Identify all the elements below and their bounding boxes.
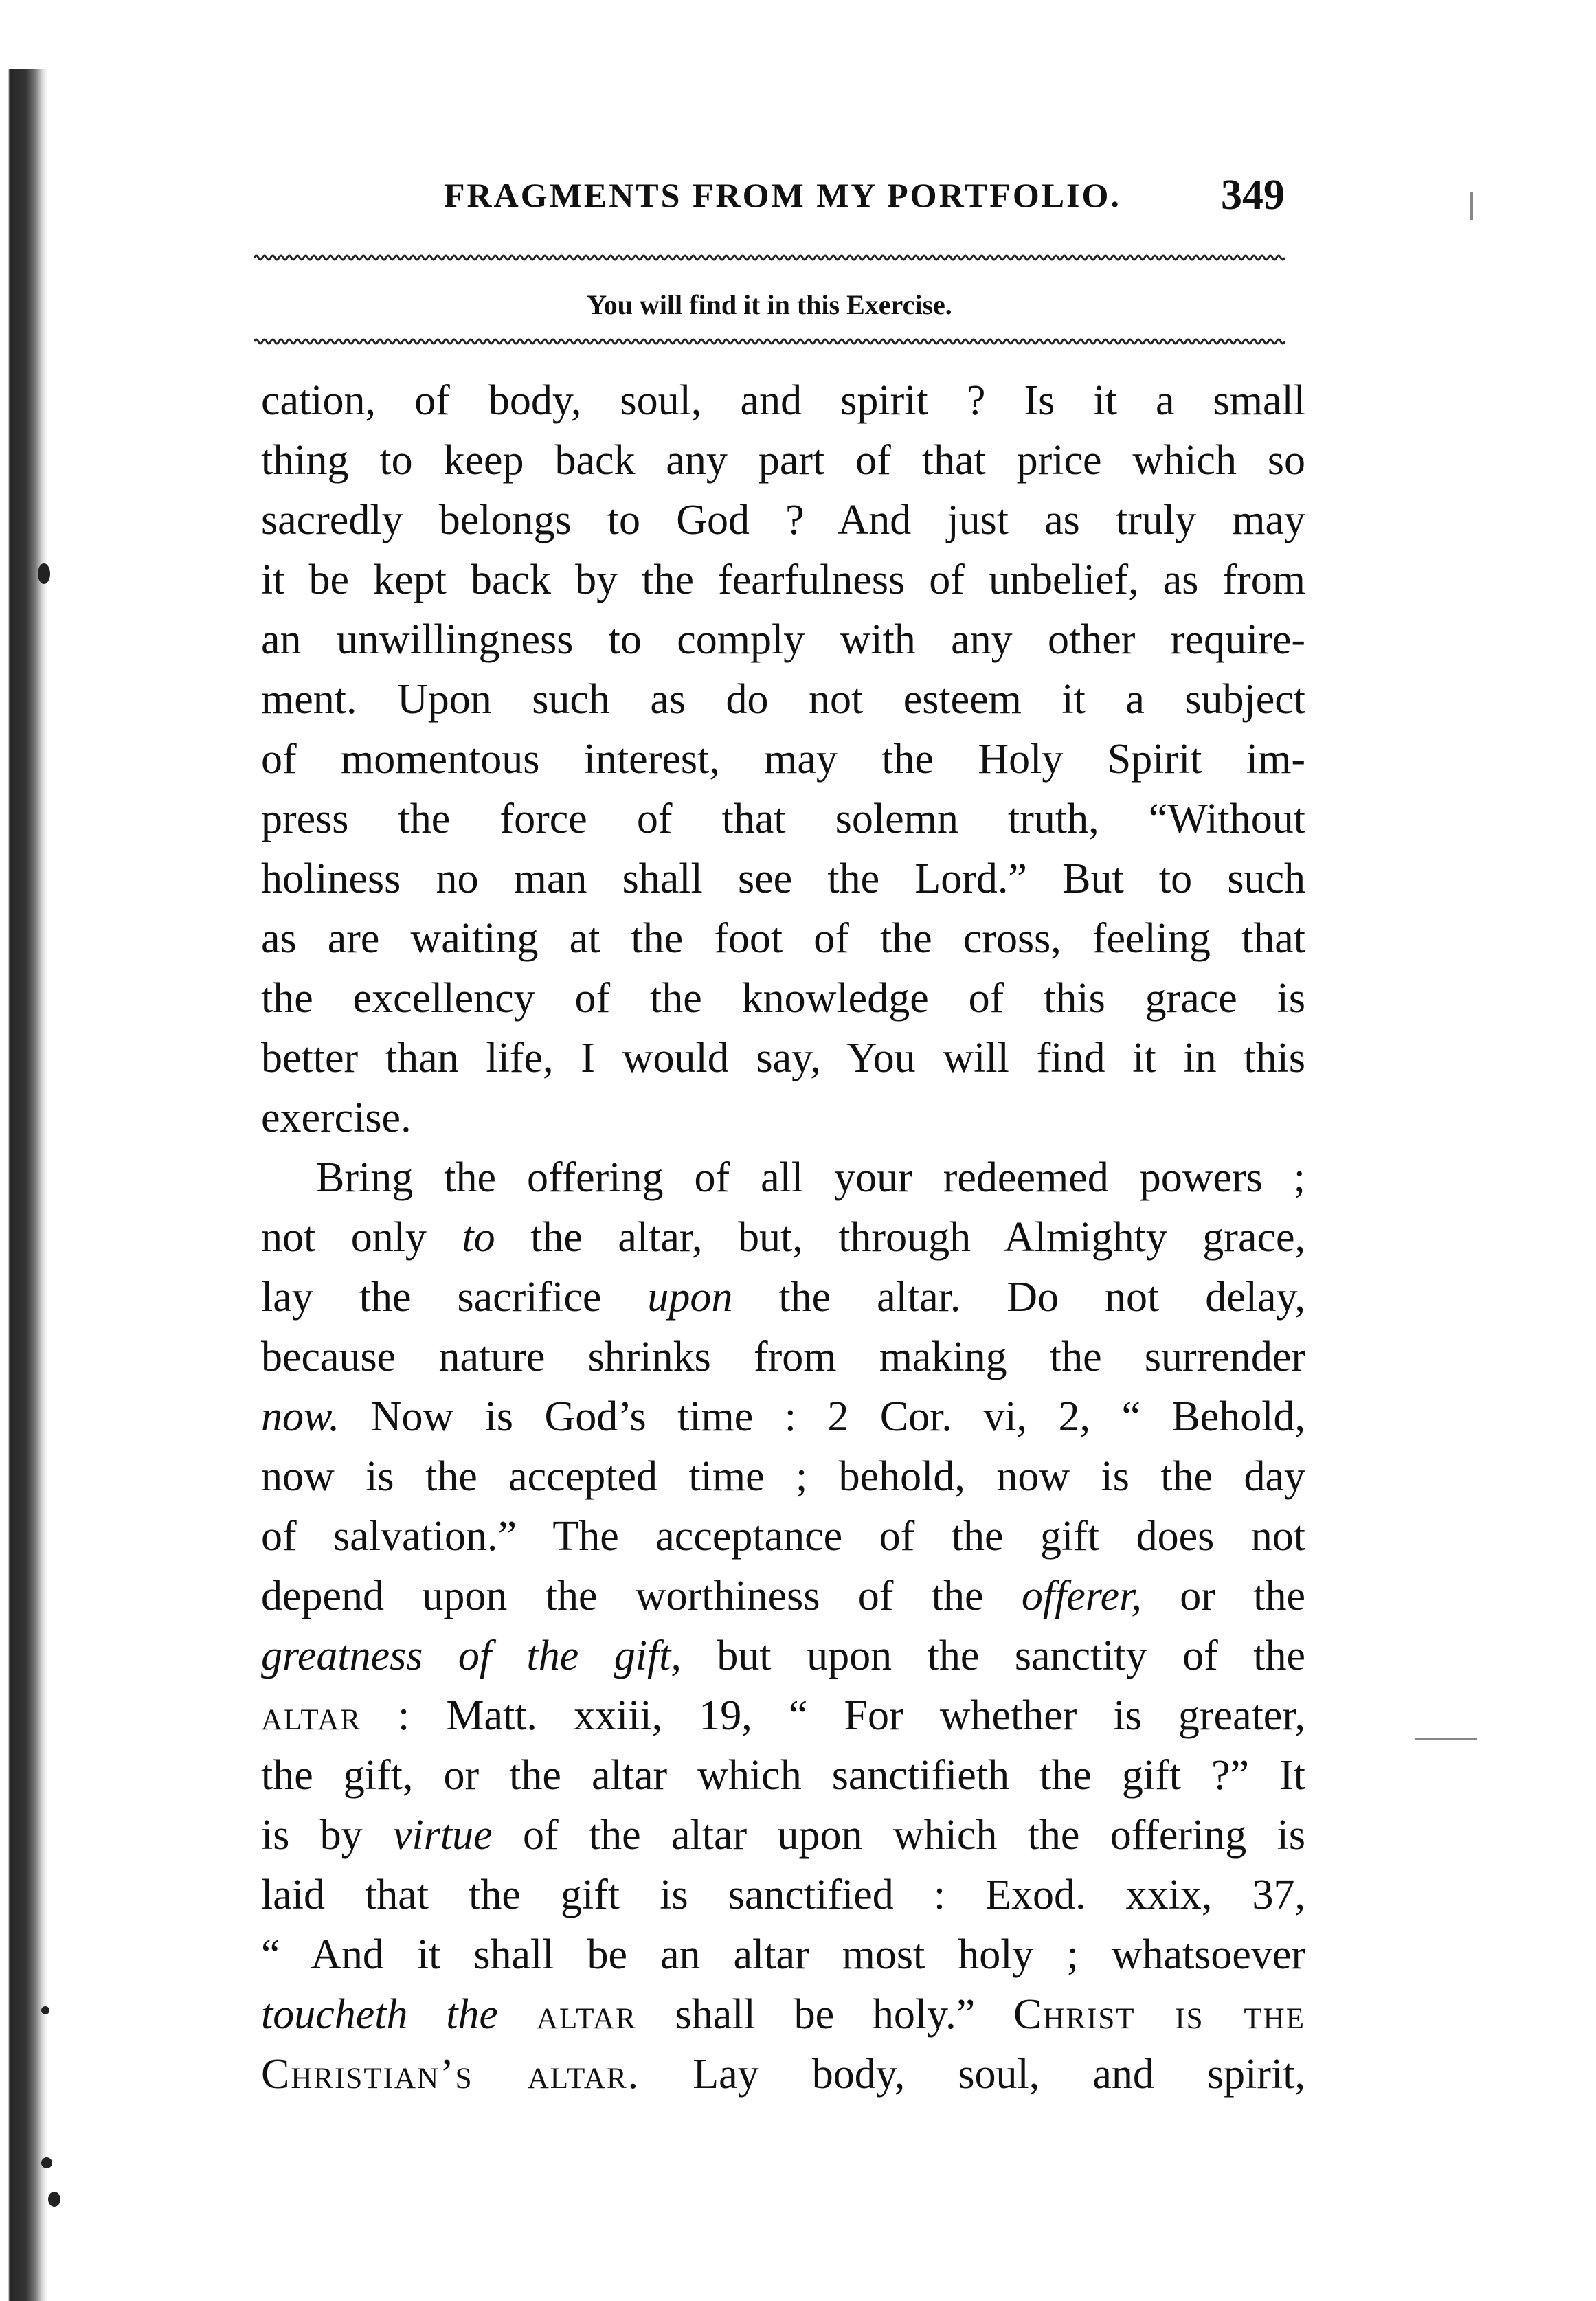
- page-binding-shadow: [0, 69, 48, 2301]
- text-segment: Christ is the: [1013, 1991, 1306, 2038]
- section-subhead: You will find it in this Exercise.: [587, 289, 952, 320]
- text-line: [261, 1507, 1305, 1567]
- text-line: [261, 730, 1305, 789]
- text-segment: press the force of that solemn truth, “Without: [261, 796, 1305, 842]
- text-line: [261, 789, 1305, 849]
- text-segment: the gift, or the altar which sanctifieth the gift ?” It: [261, 1752, 1305, 1799]
- text-line: [261, 849, 1305, 909]
- text-line: [261, 1208, 1305, 1268]
- text-segment: upon: [647, 1274, 733, 1321]
- text-segment: altar: [536, 1991, 637, 2038]
- text-segment: of momentous interest, may the Holy Spirit im-: [261, 736, 1305, 783]
- text-segment: an unwillingness to comply with any other require-: [261, 616, 1305, 663]
- text-segment: of salvation.” The acceptance of the gift does not: [261, 1513, 1305, 1560]
- text-line: [261, 491, 1305, 550]
- text-segment: to: [462, 1214, 495, 1261]
- text-line: [261, 1567, 1305, 1626]
- text-line: [261, 1806, 1305, 1865]
- text-segment: but upon the sanctity of the: [681, 1632, 1306, 1679]
- text-line: [261, 1865, 1305, 1925]
- text-segment: thing to keep back any part of that price which so: [261, 437, 1305, 484]
- ink-fleck: [38, 563, 50, 584]
- text-segment: : Matt. xxiii, 19, “ For whether is greater,: [361, 1692, 1305, 1739]
- text-segment: depend upon the worthiness of the: [261, 1573, 1022, 1619]
- text-segment: Lay body, soul, and spirit,: [640, 2051, 1305, 2098]
- text-segment: holiness no man shall see the Lord.” But to such: [261, 855, 1305, 902]
- text-segment: sacredly belongs to God ? And just as truly may: [261, 497, 1305, 543]
- ink-fleck: [41, 2006, 49, 2014]
- text-line: [261, 1268, 1305, 1327]
- text-segment: Bring the offering of all your redeemed powers ;: [316, 1154, 1305, 1201]
- text-segment: laid that the gift is sanctified : Exod. xxix, 37,: [261, 1872, 1305, 1918]
- text-segment: the altar. Do not delay,: [732, 1274, 1305, 1321]
- text-line: [261, 670, 1305, 730]
- text-segment: cation, of body, soul, and spirit ? Is it a small: [261, 377, 1305, 424]
- text-line: [261, 1626, 1305, 1686]
- text-segment: lay the sacrifice: [261, 1274, 648, 1321]
- text-line: [261, 431, 1305, 491]
- text-line: [261, 1925, 1305, 1985]
- text-line: [261, 550, 1305, 610]
- text-line: [261, 1746, 1305, 1806]
- page-number: 349: [1221, 172, 1285, 218]
- text-line: [261, 371, 1305, 431]
- wavy-rule-top: [254, 253, 1285, 262]
- text-line: [261, 1327, 1305, 1387]
- text-segment: better than life, I would say, You will find it in this: [261, 1035, 1305, 1081]
- text-segment: now.: [261, 1393, 340, 1440]
- text-segment: it be kept back by the fearfulness of unbelief, as from: [261, 557, 1305, 603]
- text-segment: [498, 1991, 537, 2038]
- running-header: [254, 172, 1285, 223]
- text-segment: greatness of the gift,: [261, 1632, 682, 1679]
- text-segment: exercise.: [261, 1095, 412, 1141]
- text-segment: offerer,: [1021, 1573, 1142, 1619]
- text-line: [261, 1686, 1305, 1746]
- text-line: [261, 1148, 1305, 1208]
- text-segment: “ And it shall be an altar most holy ; whatsoever: [261, 1931, 1305, 1978]
- text-segment: the excellency of the knowledge of this grace is: [261, 975, 1305, 1022]
- text-segment: Now is God’s time : 2 Cor. vi, 2, “ Behold,: [339, 1393, 1305, 1440]
- text-segment: altar: [261, 1692, 361, 1739]
- ink-fleck: [41, 2157, 52, 2168]
- text-segment: because nature shrinks from making the surrender: [261, 1334, 1305, 1380]
- text-line: [261, 909, 1305, 969]
- text-line: [261, 1387, 1305, 1447]
- text-segment: virtue: [393, 1812, 493, 1859]
- text-segment: of the altar upon which the offering is: [492, 1812, 1305, 1859]
- text-segment: shall be holy.”: [636, 1991, 1013, 2038]
- margin-mark: [1470, 192, 1473, 220]
- wavy-rule-bottom: [254, 337, 1285, 346]
- text-line: [261, 969, 1305, 1029]
- text-segment: the altar, but, through Almighty grace,: [495, 1214, 1306, 1261]
- text-segment: now is the accepted time ; behold, now is the day: [261, 1453, 1305, 1500]
- text-line: [261, 610, 1305, 670]
- text-segment: not only: [261, 1214, 462, 1261]
- text-segment: is by: [261, 1812, 394, 1859]
- text-segment: as are waiting at the foot of the cross, feeling that: [261, 915, 1305, 962]
- text-segment: Christian’s altar.: [261, 2051, 640, 2098]
- text-line: [261, 1029, 1305, 1088]
- text-line: [261, 1088, 1305, 1148]
- body-text: [261, 371, 1305, 2104]
- margin-mark: [1415, 1738, 1477, 1740]
- text-segment: toucheth the: [261, 1991, 499, 2038]
- text-line: [261, 2045, 1305, 2104]
- ink-fleck: [48, 2192, 60, 2207]
- running-title: FRAGMENTS FROM MY PORTFOLIO.: [444, 176, 1121, 214]
- text-segment: ment. Upon such as do not esteem it a subject: [261, 676, 1305, 723]
- text-line: [261, 1447, 1305, 1507]
- text-line: [261, 1985, 1305, 2045]
- text-segment: or the: [1141, 1573, 1306, 1619]
